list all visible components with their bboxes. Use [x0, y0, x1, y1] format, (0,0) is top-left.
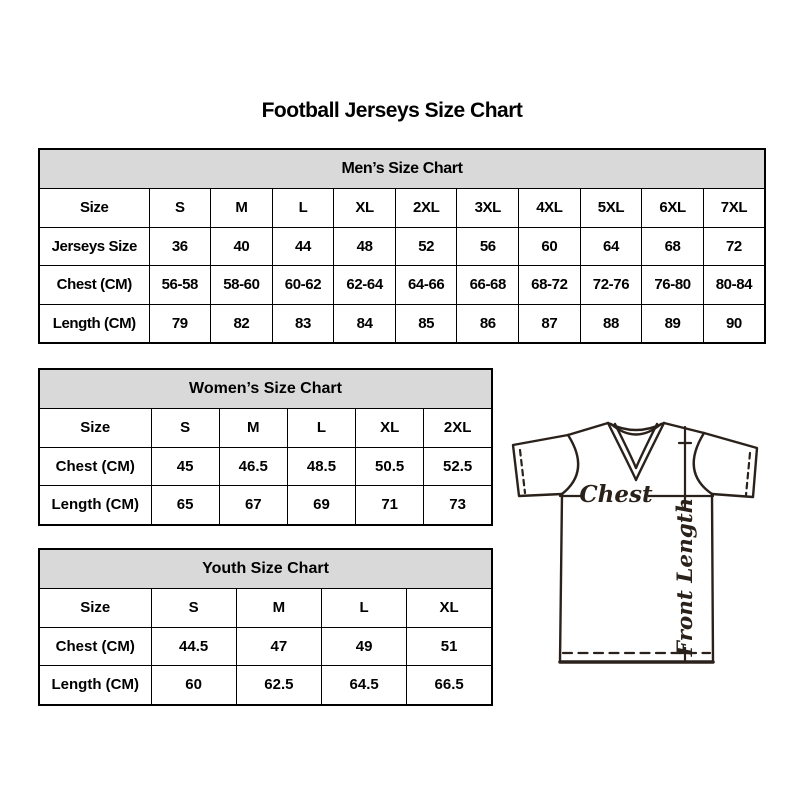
- v-neck-collar: [608, 423, 664, 480]
- table-row: [39, 589, 492, 628]
- chest-label: Chest: [579, 481, 653, 508]
- row-header-cell: Size: [39, 589, 151, 628]
- womens-size-table: [38, 368, 493, 526]
- value-cell: 73: [424, 486, 492, 525]
- row-header-cell: Length (CM): [39, 304, 149, 343]
- table-title-row: [39, 149, 765, 189]
- value-cell: XL: [407, 589, 492, 628]
- youth-size-table: [38, 548, 493, 706]
- row-header-cell: Chest (CM): [39, 266, 149, 305]
- value-cell: L: [322, 589, 407, 628]
- value-cell: 52: [395, 227, 457, 266]
- value-cell: 56-58: [149, 266, 211, 305]
- value-cell: S: [151, 589, 236, 628]
- value-cell: S: [149, 189, 211, 228]
- value-cell: 68: [642, 227, 704, 266]
- value-cell: 83: [272, 304, 334, 343]
- value-cell: 66-68: [457, 266, 519, 305]
- value-cell: 60: [151, 666, 236, 705]
- value-cell: 51: [407, 627, 492, 666]
- value-cell: M: [219, 409, 287, 448]
- table-row: [39, 486, 492, 525]
- table-row: [39, 189, 765, 228]
- table-row: [39, 447, 492, 486]
- table-title-row: [39, 369, 492, 409]
- table-title-row: [39, 549, 492, 589]
- value-cell: 86: [457, 304, 519, 343]
- value-cell: 36: [149, 227, 211, 266]
- value-cell: 71: [356, 486, 424, 525]
- value-cell: 79: [149, 304, 211, 343]
- table-row: [39, 266, 765, 305]
- value-cell: 50.5: [356, 447, 424, 486]
- left-cuff-dashed-line: [520, 450, 525, 493]
- row-header-cell: Length (CM): [39, 486, 151, 525]
- row-header-cell: Length (CM): [39, 666, 151, 705]
- jersey-diagram-icon: [505, 403, 770, 668]
- value-cell: 2XL: [424, 409, 492, 448]
- table-row: [39, 666, 492, 705]
- value-cell: L: [272, 189, 334, 228]
- right-sleeve: [694, 433, 757, 497]
- value-cell: 90: [703, 304, 765, 343]
- value-cell: 62.5: [236, 666, 321, 705]
- value-cell: 47: [236, 627, 321, 666]
- table-title: Men’s Size Chart: [39, 149, 765, 189]
- value-cell: M: [211, 189, 273, 228]
- value-cell: 46.5: [219, 447, 287, 486]
- value-cell: M: [236, 589, 321, 628]
- value-cell: 68-72: [519, 266, 581, 305]
- value-cell: 64-66: [395, 266, 457, 305]
- value-cell: XL: [356, 409, 424, 448]
- value-cell: 48: [334, 227, 396, 266]
- value-cell: 56: [457, 227, 519, 266]
- value-cell: 58-60: [211, 266, 273, 305]
- value-cell: 66.5: [407, 666, 492, 705]
- value-cell: 5XL: [580, 189, 642, 228]
- value-cell: 82: [211, 304, 273, 343]
- value-cell: 88: [580, 304, 642, 343]
- value-cell: 49: [322, 627, 407, 666]
- table-title: Youth Size Chart: [39, 549, 492, 589]
- front-length-label: Front Length: [673, 497, 698, 657]
- value-cell: 80-84: [703, 266, 765, 305]
- page-title: Football Jerseys Size Chart: [261, 99, 523, 122]
- table-title: Women’s Size Chart: [39, 369, 492, 409]
- row-header-cell: Chest (CM): [39, 627, 151, 666]
- value-cell: 7XL: [703, 189, 765, 228]
- value-cell: 60: [519, 227, 581, 266]
- value-cell: 87: [519, 304, 581, 343]
- value-cell: 62-64: [334, 266, 396, 305]
- value-cell: 76-80: [642, 266, 704, 305]
- row-header-cell: Jerseys Size: [39, 227, 149, 266]
- value-cell: 69: [287, 486, 355, 525]
- value-cell: 72: [703, 227, 765, 266]
- value-cell: 45: [151, 447, 219, 486]
- value-cell: 3XL: [457, 189, 519, 228]
- value-cell: 64: [580, 227, 642, 266]
- table-row: [39, 409, 492, 448]
- row-header-cell: Chest (CM): [39, 447, 151, 486]
- table-row: [39, 627, 492, 666]
- value-cell: XL: [334, 189, 396, 228]
- value-cell: 89: [642, 304, 704, 343]
- value-cell: 2XL: [395, 189, 457, 228]
- value-cell: 67: [219, 486, 287, 525]
- table-row: [39, 304, 765, 343]
- jersey-measurement-diagram: [505, 403, 770, 668]
- value-cell: 72-76: [580, 266, 642, 305]
- value-cell: 60-62: [272, 266, 334, 305]
- value-cell: 6XL: [642, 189, 704, 228]
- value-cell: 44: [272, 227, 334, 266]
- table-row: [39, 227, 765, 266]
- value-cell: L: [287, 409, 355, 448]
- value-cell: 52.5: [424, 447, 492, 486]
- row-header-cell: Size: [39, 189, 149, 228]
- right-cuff-dashed-line: [746, 453, 750, 495]
- value-cell: 48.5: [287, 447, 355, 486]
- left-sleeve: [513, 435, 578, 496]
- value-cell: 40: [211, 227, 273, 266]
- mens-size-table: [38, 148, 766, 344]
- row-header-cell: Size: [39, 409, 151, 448]
- value-cell: 64.5: [322, 666, 407, 705]
- value-cell: 84: [334, 304, 396, 343]
- value-cell: 65: [151, 486, 219, 525]
- value-cell: 44.5: [151, 627, 236, 666]
- value-cell: S: [151, 409, 219, 448]
- value-cell: 4XL: [519, 189, 581, 228]
- value-cell: 85: [395, 304, 457, 343]
